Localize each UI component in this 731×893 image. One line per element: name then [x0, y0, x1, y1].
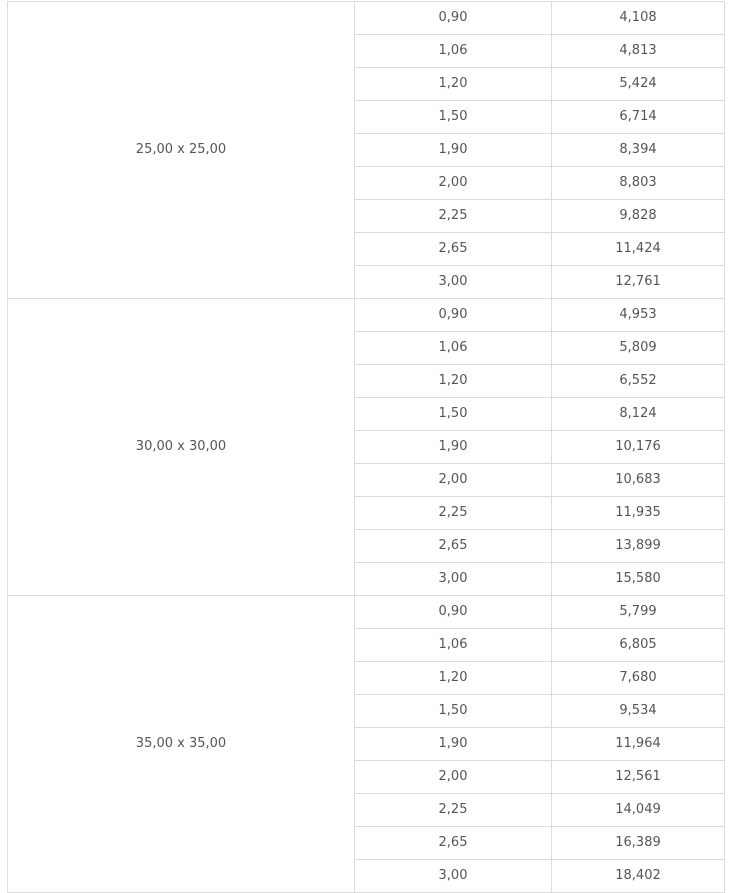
weight-cell: 11,935 [552, 497, 725, 530]
weight-cell: 14,049 [552, 794, 725, 827]
thickness-cell: 2,65 [355, 827, 552, 860]
weight-cell: 6,552 [552, 365, 725, 398]
weight-cell: 5,424 [552, 68, 725, 101]
profile-size-cell: 35,00 x 35,00 [8, 596, 355, 893]
weight-cell: 11,424 [552, 233, 725, 266]
weight-cell: 7,680 [552, 662, 725, 695]
weight-cell: 5,799 [552, 596, 725, 629]
weight-cell: 9,534 [552, 695, 725, 728]
weight-cell: 13,899 [552, 530, 725, 563]
thickness-cell: 3,00 [355, 860, 552, 893]
profile-size-cell: 25,00 x 25,00 [8, 2, 355, 299]
thickness-cell: 2,25 [355, 200, 552, 233]
thickness-cell: 2,25 [355, 497, 552, 530]
weight-cell: 16,389 [552, 827, 725, 860]
thickness-cell: 0,90 [355, 299, 552, 332]
weight-cell: 10,683 [552, 464, 725, 497]
table-row [8, 299, 725, 332]
thickness-cell: 2,00 [355, 464, 552, 497]
weight-cell: 9,828 [552, 200, 725, 233]
thickness-cell: 1,06 [355, 332, 552, 365]
thickness-cell: 1,20 [355, 662, 552, 695]
thickness-cell: 1,06 [355, 629, 552, 662]
thickness-cell: 1,90 [355, 134, 552, 167]
thickness-cell: 2,25 [355, 794, 552, 827]
weight-cell: 11,964 [552, 728, 725, 761]
thickness-cell: 3,00 [355, 563, 552, 596]
profile-weight-table [7, 1, 725, 893]
weight-cell: 4,953 [552, 299, 725, 332]
thickness-cell: 1,50 [355, 695, 552, 728]
thickness-cell: 3,00 [355, 266, 552, 299]
weight-cell: 12,761 [552, 266, 725, 299]
table-row [8, 2, 725, 35]
profile-size-cell: 30,00 x 30,00 [8, 299, 355, 596]
thickness-cell: 1,20 [355, 365, 552, 398]
thickness-cell: 2,65 [355, 233, 552, 266]
thickness-cell: 0,90 [355, 596, 552, 629]
weight-cell: 8,803 [552, 167, 725, 200]
thickness-cell: 1,50 [355, 101, 552, 134]
table-row [8, 596, 725, 629]
weight-cell: 6,805 [552, 629, 725, 662]
thickness-cell: 1,20 [355, 68, 552, 101]
thickness-cell: 0,90 [355, 2, 552, 35]
table-body [8, 2, 725, 893]
thickness-cell: 1,90 [355, 431, 552, 464]
thickness-cell: 1,90 [355, 728, 552, 761]
weight-cell: 10,176 [552, 431, 725, 464]
profile-table-container [7, 0, 724, 893]
thickness-cell: 1,50 [355, 398, 552, 431]
weight-cell: 8,124 [552, 398, 725, 431]
weight-cell: 12,561 [552, 761, 725, 794]
weight-cell: 15,580 [552, 563, 725, 596]
thickness-cell: 2,00 [355, 761, 552, 794]
weight-cell: 18,402 [552, 860, 725, 893]
thickness-cell: 2,65 [355, 530, 552, 563]
thickness-cell: 1,06 [355, 35, 552, 68]
weight-cell: 6,714 [552, 101, 725, 134]
weight-cell: 4,813 [552, 35, 725, 68]
weight-cell: 4,108 [552, 2, 725, 35]
thickness-cell: 2,00 [355, 167, 552, 200]
weight-cell: 5,809 [552, 332, 725, 365]
weight-cell: 8,394 [552, 134, 725, 167]
